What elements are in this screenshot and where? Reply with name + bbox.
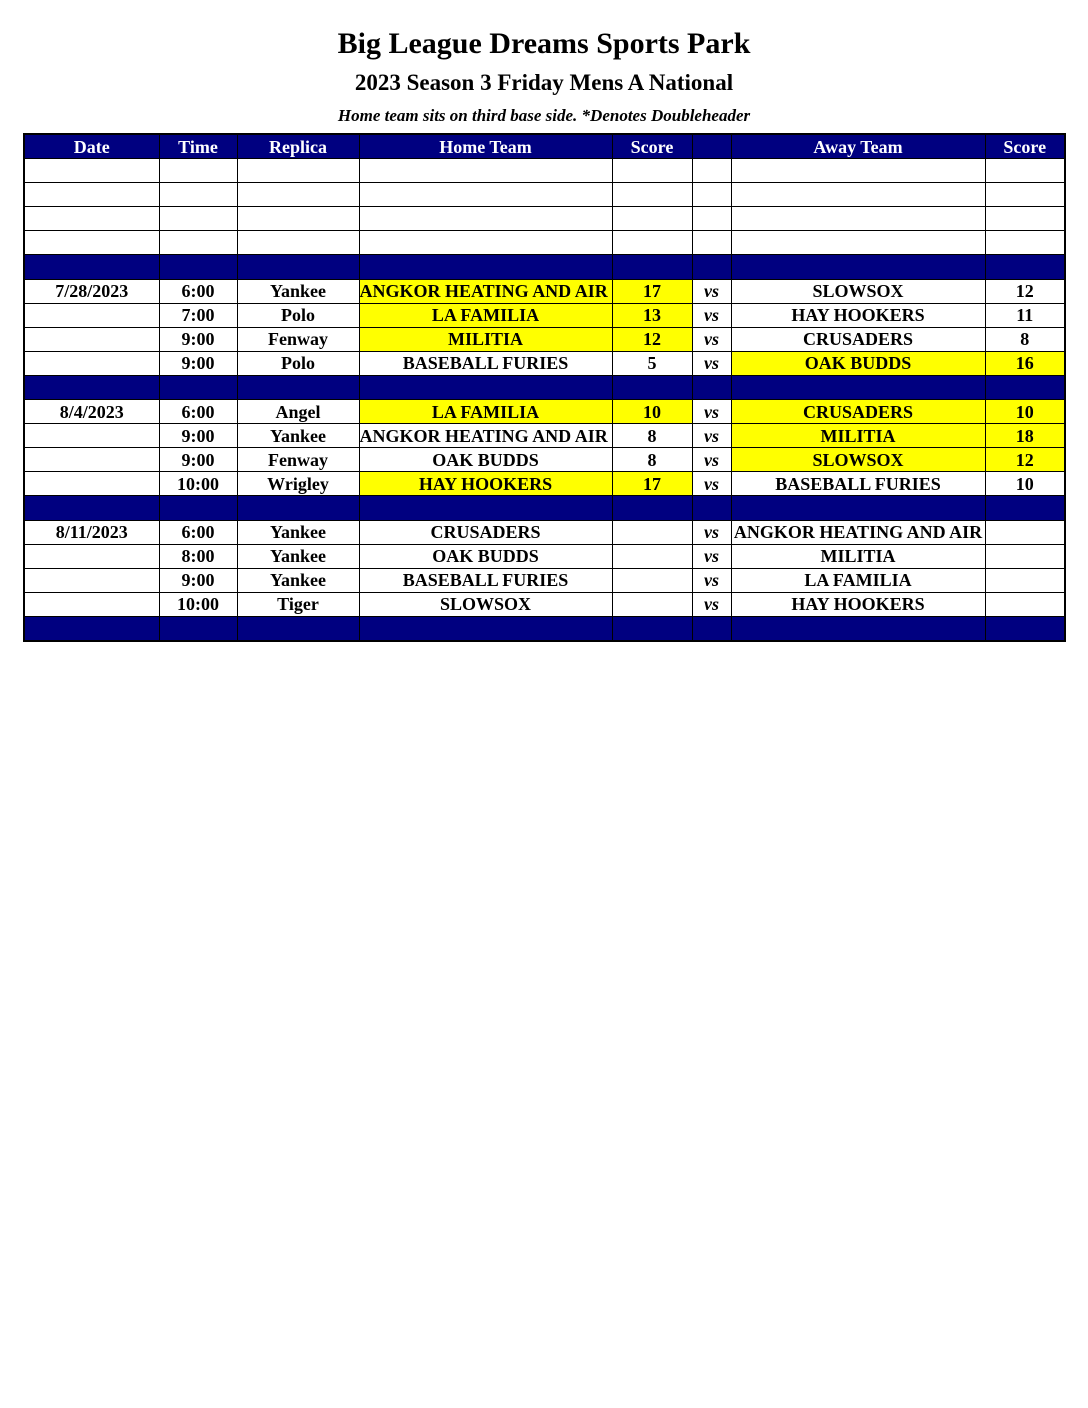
game-row — [24, 327, 1065, 351]
empty-cell — [731, 255, 985, 279]
game-row — [24, 472, 1065, 496]
away-score: 10 — [985, 472, 1065, 496]
empty-cell — [612, 231, 692, 255]
empty-cell — [692, 183, 731, 207]
vs-label: vs — [692, 568, 731, 592]
empty-cell — [237, 183, 359, 207]
empty-cell — [985, 207, 1065, 231]
page-note: Home team sits on third base side. *Denotes Doubleheader — [337, 106, 751, 125]
empty-cell — [237, 255, 359, 279]
home-team: OAK BUDDS — [359, 448, 612, 472]
away-team: HAY HOOKERS — [731, 592, 985, 616]
empty-cell — [359, 496, 612, 520]
empty-cell — [731, 207, 985, 231]
game-date — [24, 568, 159, 592]
away-team: SLOWSOX — [731, 448, 985, 472]
game-date: 8/11/2023 — [24, 520, 159, 544]
game-date: 7/28/2023 — [24, 279, 159, 303]
game-date — [24, 448, 159, 472]
empty-cell — [985, 231, 1065, 255]
away-team: CRUSADERS — [731, 400, 985, 424]
empty-cell — [612, 616, 692, 641]
game-row — [24, 520, 1065, 544]
vs-label: vs — [692, 303, 731, 327]
home-score: 17 — [612, 472, 692, 496]
away-score — [985, 592, 1065, 616]
empty-cell — [731, 375, 985, 399]
game-time: 6:00 — [159, 400, 237, 424]
empty-cell — [731, 616, 985, 641]
game-replica: Wrigley — [237, 472, 359, 496]
home-score: 5 — [612, 351, 692, 375]
empty-cell — [24, 159, 159, 183]
game-row — [24, 424, 1065, 448]
empty-cell — [159, 207, 237, 231]
home-score — [612, 568, 692, 592]
game-time: 10:00 — [159, 592, 237, 616]
empty-cell — [237, 159, 359, 183]
empty-cell — [612, 496, 692, 520]
empty-cell — [692, 255, 731, 279]
game-date: 8/4/2023 — [24, 400, 159, 424]
game-replica: Yankee — [237, 520, 359, 544]
empty-cell — [985, 496, 1065, 520]
col-header-away-score: Score — [985, 134, 1065, 159]
away-team: CRUSADERS — [731, 327, 985, 351]
schedule-table — [23, 133, 1066, 642]
empty-cell — [692, 616, 731, 641]
empty-cell — [24, 207, 159, 231]
empty-cell — [692, 496, 731, 520]
home-score: 8 — [612, 424, 692, 448]
vs-label: vs — [692, 592, 731, 616]
away-score: 18 — [985, 424, 1065, 448]
away-team: HAY HOOKERS — [731, 303, 985, 327]
empty-cell — [24, 616, 159, 641]
home-score: 12 — [612, 327, 692, 351]
home-team: BASEBALL FURIES — [359, 351, 612, 375]
empty-cell — [159, 231, 237, 255]
game-date — [24, 327, 159, 351]
empty-cell — [237, 496, 359, 520]
away-score — [985, 568, 1065, 592]
game-time: 6:00 — [159, 279, 237, 303]
vs-label: vs — [692, 279, 731, 303]
game-date — [24, 544, 159, 568]
away-team: SLOWSOX — [731, 279, 985, 303]
col-header-home-team: Home Team — [359, 134, 612, 159]
game-row — [24, 400, 1065, 424]
separator-row — [24, 375, 1065, 399]
col-header-vs — [692, 134, 731, 159]
home-team: LA FAMILIA — [359, 303, 612, 327]
separator-row — [24, 496, 1065, 520]
empty-cell — [359, 183, 612, 207]
empty-cell — [731, 159, 985, 183]
away-score: 11 — [985, 303, 1065, 327]
game-time: 10:00 — [159, 472, 237, 496]
away-score — [985, 520, 1065, 544]
game-replica: Yankee — [237, 424, 359, 448]
empty-cell — [612, 159, 692, 183]
away-score: 12 — [985, 279, 1065, 303]
header-row — [24, 134, 1065, 159]
empty-cell — [731, 496, 985, 520]
vs-label: vs — [692, 400, 731, 424]
home-score — [612, 592, 692, 616]
empty-cell — [359, 207, 612, 231]
empty-cell — [612, 183, 692, 207]
separator-row — [24, 616, 1065, 641]
game-time: 6:00 — [159, 520, 237, 544]
empty-cell — [359, 255, 612, 279]
home-team: ANGKOR HEATING AND AIR — [359, 279, 612, 303]
empty-cell — [692, 207, 731, 231]
vs-label: vs — [692, 544, 731, 568]
home-team: SLOWSOX — [359, 592, 612, 616]
empty-cell — [731, 183, 985, 207]
empty-cell — [692, 375, 731, 399]
game-date — [24, 472, 159, 496]
home-team: CRUSADERS — [359, 520, 612, 544]
empty-cell — [612, 207, 692, 231]
empty-cell — [692, 231, 731, 255]
away-score: 8 — [985, 327, 1065, 351]
home-score — [612, 520, 692, 544]
empty-row — [24, 159, 1065, 183]
empty-cell — [731, 231, 985, 255]
game-replica: Yankee — [237, 544, 359, 568]
empty-cell — [612, 375, 692, 399]
empty-cell — [159, 616, 237, 641]
empty-cell — [359, 231, 612, 255]
empty-cell — [985, 255, 1065, 279]
home-score: 8 — [612, 448, 692, 472]
game-time: 9:00 — [159, 351, 237, 375]
empty-cell — [159, 159, 237, 183]
empty-cell — [237, 616, 359, 641]
empty-cell — [159, 496, 237, 520]
away-team: OAK BUDDS — [731, 351, 985, 375]
away-team: MILITIA — [731, 424, 985, 448]
home-team: BASEBALL FURIES — [359, 568, 612, 592]
page-title: Big League Dreams Sports Park — [337, 27, 751, 60]
empty-cell — [985, 375, 1065, 399]
away-team: LA FAMILIA — [731, 568, 985, 592]
vs-label: vs — [692, 472, 731, 496]
empty-cell — [612, 255, 692, 279]
empty-cell — [359, 375, 612, 399]
col-header-time: Time — [159, 134, 237, 159]
home-team: OAK BUDDS — [359, 544, 612, 568]
game-row — [24, 448, 1065, 472]
col-header-date: Date — [24, 134, 159, 159]
vs-label: vs — [692, 424, 731, 448]
game-replica: Yankee — [237, 279, 359, 303]
empty-cell — [159, 183, 237, 207]
empty-cell — [24, 183, 159, 207]
away-score — [985, 544, 1065, 568]
empty-cell — [24, 375, 159, 399]
empty-cell — [359, 159, 612, 183]
empty-row — [24, 207, 1065, 231]
game-replica: Polo — [237, 303, 359, 327]
empty-row — [24, 183, 1065, 207]
home-team: LA FAMILIA — [359, 400, 612, 424]
game-row — [24, 303, 1065, 327]
empty-row — [24, 231, 1065, 255]
game-replica: Yankee — [237, 568, 359, 592]
game-row — [24, 279, 1065, 303]
empty-cell — [24, 496, 159, 520]
empty-cell — [24, 255, 159, 279]
game-replica: Angel — [237, 400, 359, 424]
away-score: 10 — [985, 400, 1065, 424]
col-header-replica: Replica — [237, 134, 359, 159]
empty-cell — [24, 231, 159, 255]
game-replica: Fenway — [237, 448, 359, 472]
away-team: ANGKOR HEATING AND AIR — [731, 520, 985, 544]
empty-cell — [237, 375, 359, 399]
col-header-away-team: Away Team — [731, 134, 985, 159]
empty-cell — [985, 183, 1065, 207]
home-team: MILITIA — [359, 327, 612, 351]
vs-label: vs — [692, 448, 731, 472]
home-score — [612, 544, 692, 568]
empty-cell — [237, 207, 359, 231]
game-row — [24, 544, 1065, 568]
game-date — [24, 424, 159, 448]
game-row — [24, 568, 1065, 592]
home-team: HAY HOOKERS — [359, 472, 612, 496]
page-subtitle: 2023 Season 3 Friday Mens A National — [354, 70, 734, 95]
away-score: 16 — [985, 351, 1065, 375]
home-team: ANGKOR HEATING AND AIR — [359, 424, 612, 448]
vs-label: vs — [692, 520, 731, 544]
empty-cell — [985, 616, 1065, 641]
home-score: 17 — [612, 279, 692, 303]
empty-cell — [985, 159, 1065, 183]
empty-cell — [692, 159, 731, 183]
vs-label: vs — [692, 327, 731, 351]
game-replica: Polo — [237, 351, 359, 375]
game-replica: Fenway — [237, 327, 359, 351]
game-time: 9:00 — [159, 448, 237, 472]
away-score: 12 — [985, 448, 1065, 472]
game-time: 8:00 — [159, 544, 237, 568]
col-header-home-score: Score — [612, 134, 692, 159]
game-time: 9:00 — [159, 327, 237, 351]
game-replica: Tiger — [237, 592, 359, 616]
away-team: MILITIA — [731, 544, 985, 568]
empty-cell — [359, 616, 612, 641]
empty-cell — [159, 255, 237, 279]
vs-label: vs — [692, 351, 731, 375]
game-time: 9:00 — [159, 568, 237, 592]
schedule-body — [24, 159, 1065, 641]
home-score: 10 — [612, 400, 692, 424]
game-row — [24, 592, 1065, 616]
game-time: 9:00 — [159, 424, 237, 448]
game-date — [24, 592, 159, 616]
home-score: 13 — [612, 303, 692, 327]
game-row — [24, 351, 1065, 375]
game-time: 7:00 — [159, 303, 237, 327]
away-team: BASEBALL FURIES — [731, 472, 985, 496]
empty-cell — [237, 231, 359, 255]
game-date — [24, 351, 159, 375]
game-date — [24, 303, 159, 327]
empty-cell — [159, 375, 237, 399]
separator-row — [24, 255, 1065, 279]
